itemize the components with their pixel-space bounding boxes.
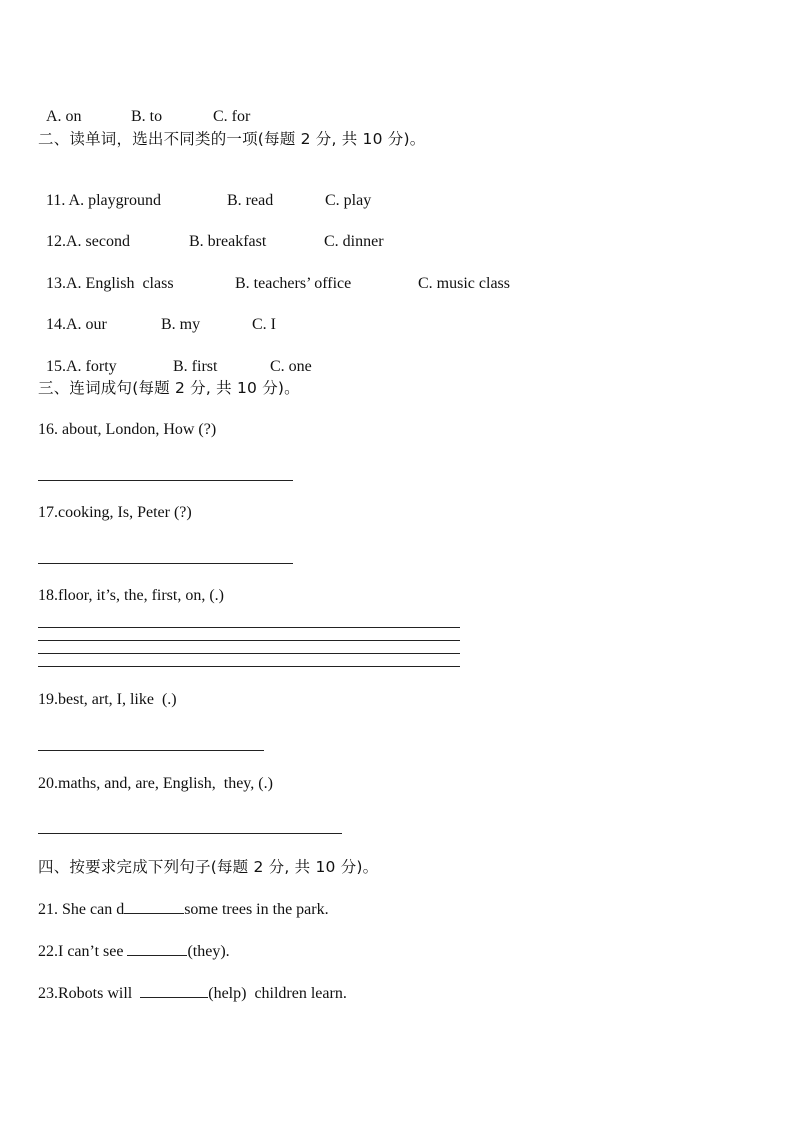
question-text: .best, art, I, like (.) bbox=[54, 691, 177, 708]
answer-line-18-3[interactable] bbox=[38, 653, 460, 654]
q10-option-a: A. on bbox=[46, 108, 82, 125]
question-21 bbox=[38, 898, 329, 920]
question-14 bbox=[38, 295, 276, 335]
option-c: C. music class bbox=[418, 275, 510, 292]
answer-line-20[interactable] bbox=[38, 833, 342, 834]
section4-heading: 四、按要求完成下列句子(每题 2 分, 共 10 分)。 bbox=[38, 858, 379, 876]
answer-line-18-2[interactable] bbox=[38, 640, 460, 641]
question-19 bbox=[38, 690, 177, 710]
q10-option-c: C. for bbox=[213, 108, 251, 125]
q10-option-b: B. to bbox=[131, 108, 163, 125]
option-a: .A. English class bbox=[62, 275, 174, 292]
question-number: 20 bbox=[38, 775, 54, 792]
question-number: 16 bbox=[38, 421, 54, 438]
question-text: .floor, it’s, the, first, on, (.) bbox=[54, 587, 224, 604]
option-c: C. one bbox=[270, 358, 312, 375]
question-number: 17 bbox=[38, 504, 54, 521]
question-text: . about, London, How (?) bbox=[54, 421, 217, 438]
question-20 bbox=[38, 774, 273, 794]
question-number: 13 bbox=[46, 275, 62, 292]
question-23 bbox=[38, 982, 347, 1004]
question-number: 15 bbox=[46, 358, 62, 375]
option-b: B. teachers’ office bbox=[235, 275, 352, 292]
question-16 bbox=[38, 420, 216, 440]
question-17 bbox=[38, 503, 192, 523]
fill-in-blank-23[interactable] bbox=[140, 982, 208, 998]
answer-line-18-4[interactable] bbox=[38, 666, 460, 667]
option-c: C. play bbox=[325, 192, 372, 209]
option-a: .A. second bbox=[62, 233, 130, 250]
question-text-before: .Robots will bbox=[54, 985, 141, 1002]
question-11 bbox=[38, 171, 371, 211]
question-15 bbox=[38, 337, 312, 377]
option-c: C. I bbox=[252, 316, 276, 333]
question-text-before: . She can d bbox=[54, 901, 125, 918]
answer-line-19[interactable] bbox=[38, 750, 264, 751]
option-b: B. my bbox=[161, 316, 201, 333]
section2-heading: 二、读单词，选出不同类的一项(每题 2 分, 共 10 分)。 bbox=[38, 130, 426, 148]
question-number: 14 bbox=[46, 316, 62, 333]
question-number: 12 bbox=[46, 233, 62, 250]
question-text: .cooking, Is, Peter (?) bbox=[54, 504, 192, 521]
option-a: . A. playground bbox=[61, 192, 161, 209]
option-a: .A. our bbox=[62, 316, 107, 333]
question-text: .maths, and, are, English, they, (.) bbox=[54, 775, 273, 792]
question-number: 22 bbox=[38, 943, 54, 960]
section3-heading: 三、连词成句(每题 2 分, 共 10 分)。 bbox=[38, 379, 300, 397]
question-13 bbox=[38, 254, 510, 294]
option-b: B. breakfast bbox=[189, 233, 267, 250]
q10-options bbox=[38, 87, 250, 127]
question-22 bbox=[38, 940, 230, 962]
fill-in-blank-22[interactable] bbox=[127, 940, 187, 956]
question-12 bbox=[38, 212, 384, 252]
option-b: B. read bbox=[227, 192, 274, 209]
question-text-before: .I can’t see bbox=[54, 943, 128, 960]
answer-line-16[interactable] bbox=[38, 480, 293, 481]
option-c: C. dinner bbox=[324, 233, 384, 250]
question-18 bbox=[38, 586, 224, 606]
question-number: 18 bbox=[38, 587, 54, 604]
answer-line-18-1[interactable] bbox=[38, 627, 460, 628]
option-a: .A. forty bbox=[62, 358, 117, 375]
answer-line-17[interactable] bbox=[38, 563, 293, 564]
question-text-after: some trees in the park. bbox=[184, 901, 329, 918]
question-text-after: (they). bbox=[187, 943, 230, 960]
question-number: 11 bbox=[46, 192, 62, 209]
question-number: 23 bbox=[38, 985, 54, 1002]
question-text-after: (help) children learn. bbox=[208, 985, 347, 1002]
option-b: B. first bbox=[173, 358, 218, 375]
question-number: 21 bbox=[38, 901, 54, 918]
question-number: 19 bbox=[38, 691, 54, 708]
fill-in-blank-21[interactable] bbox=[124, 898, 184, 914]
